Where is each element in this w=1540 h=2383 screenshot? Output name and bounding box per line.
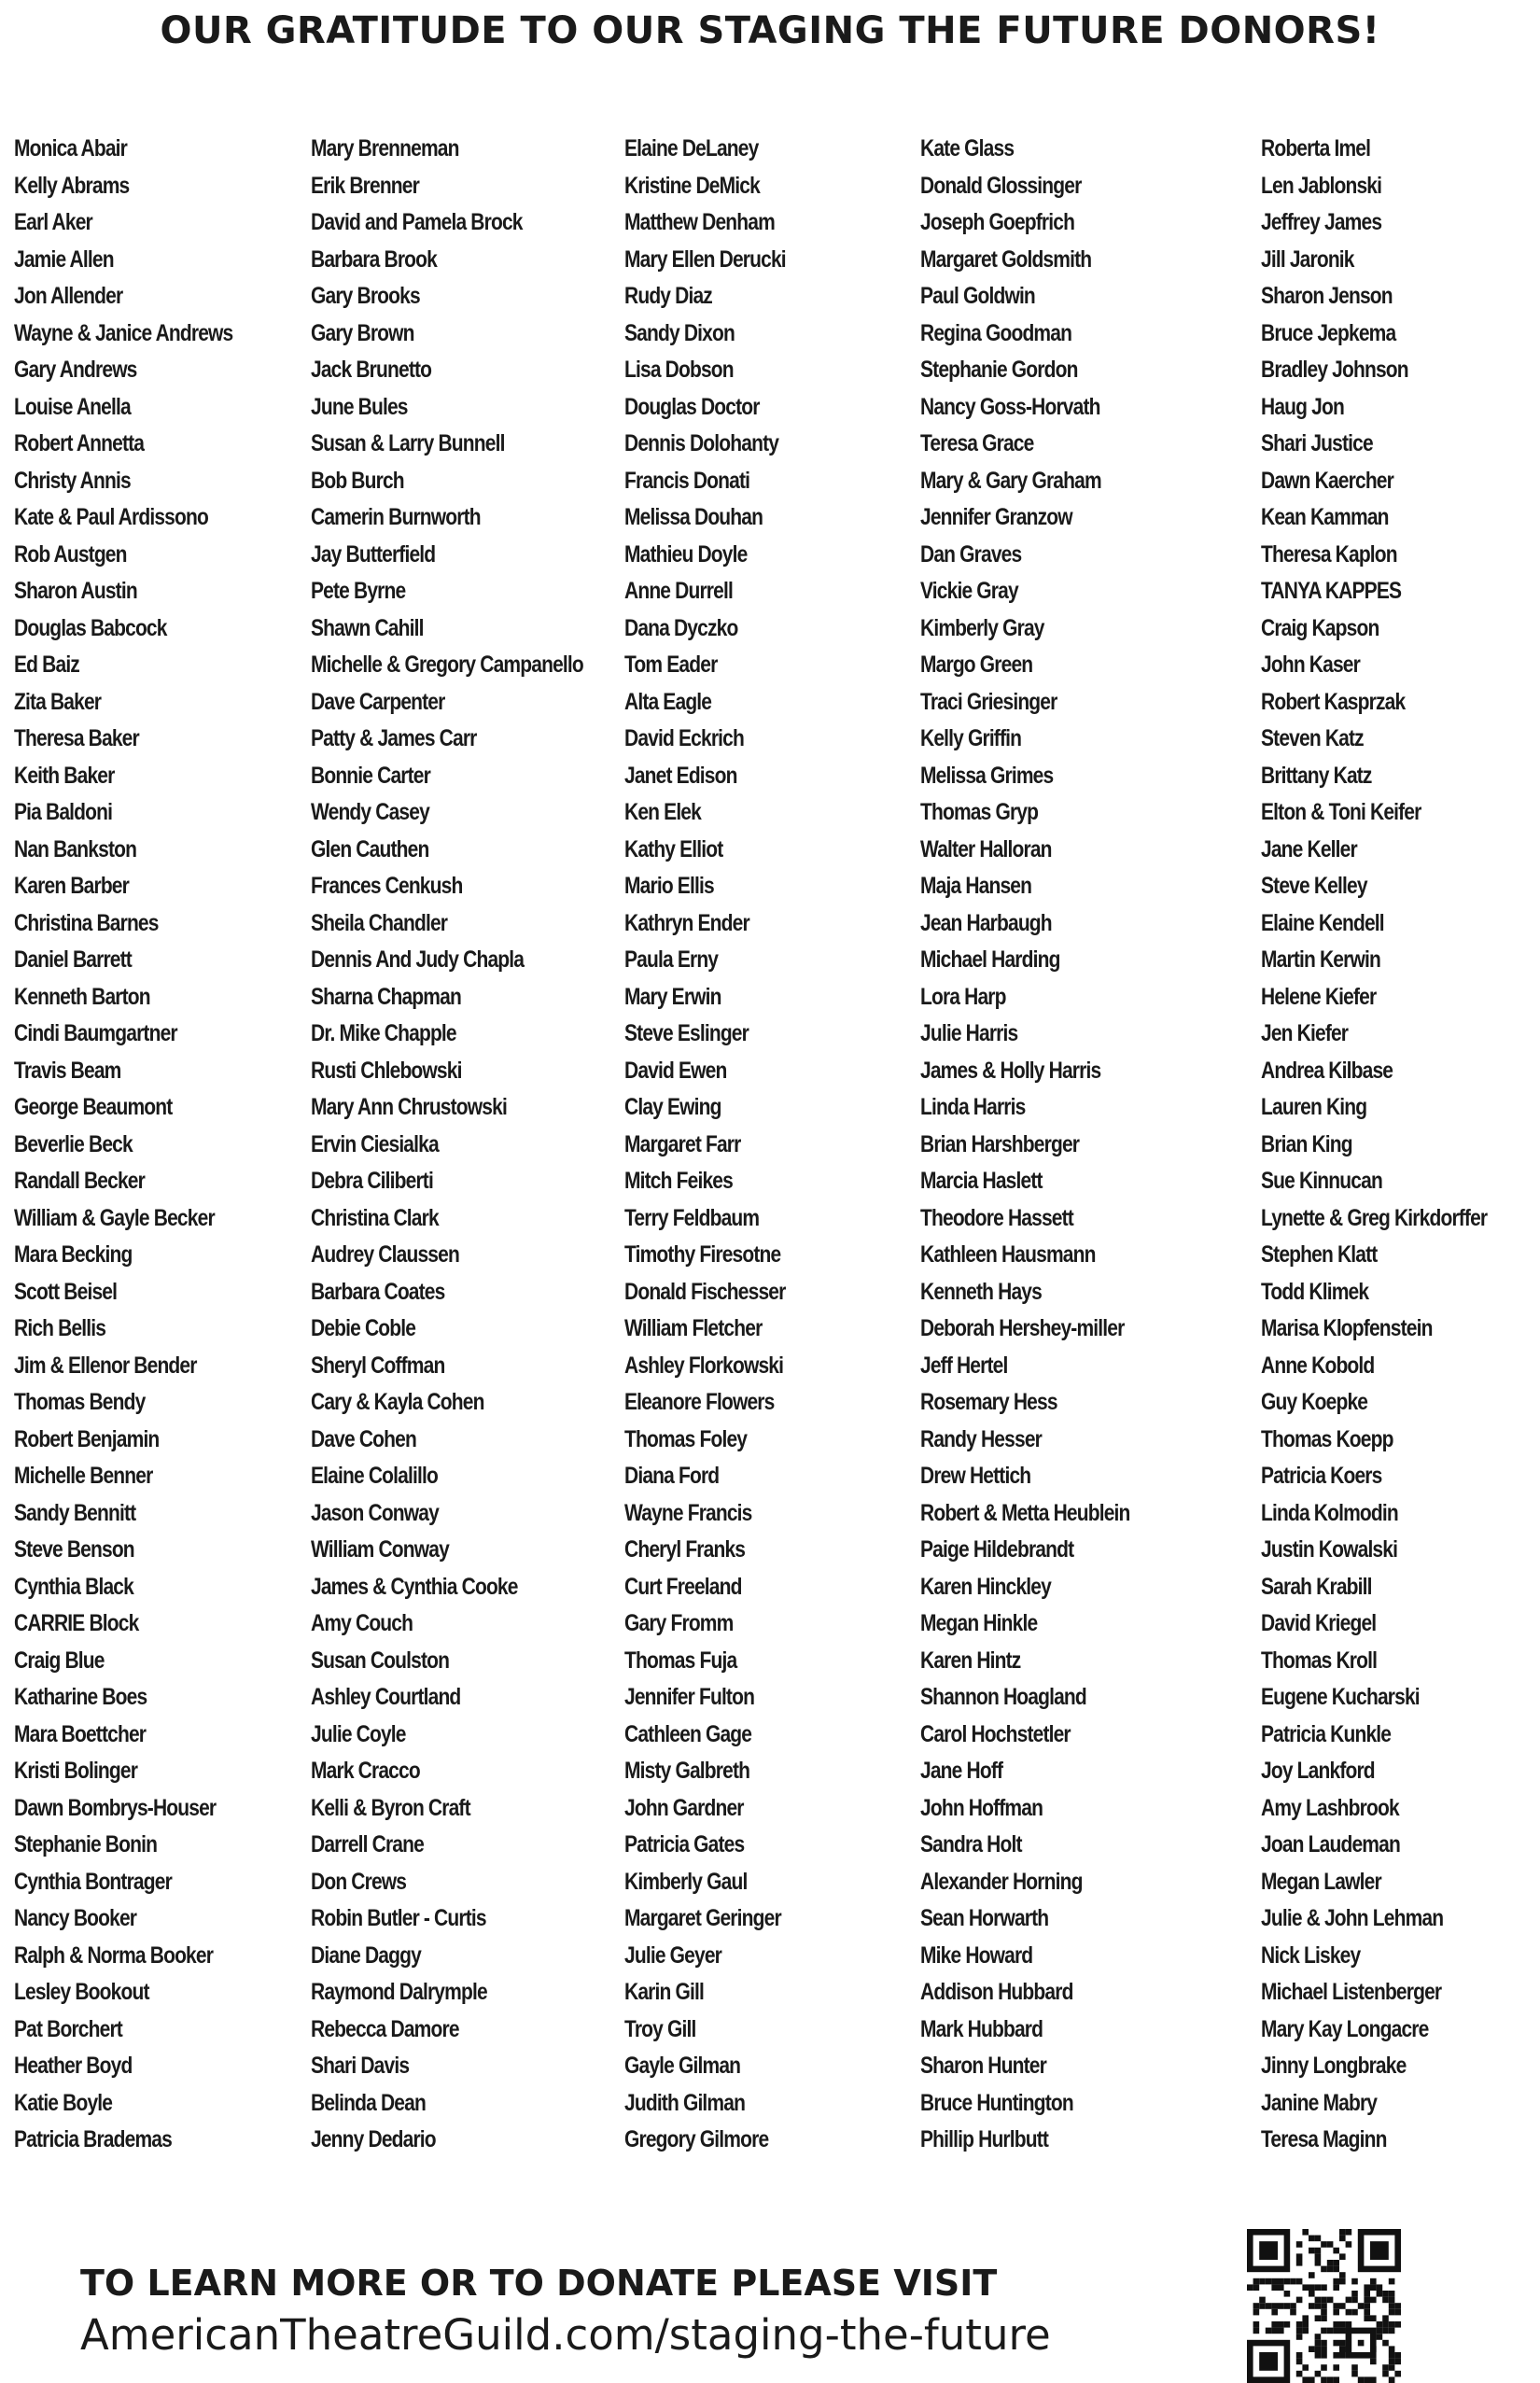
donor-name: Anne Durrell — [624, 578, 733, 604]
donor-name: Jeff Hertel — [920, 1352, 1008, 1379]
donor-name: Mary Ellen Derucki — [624, 245, 786, 273]
donor-name: John Kaser — [1261, 652, 1360, 678]
donor-name: David Ewen — [624, 1057, 727, 1084]
donor-name: Donald Glossinger — [920, 172, 1082, 199]
donor-name: Drew Hettich — [920, 1463, 1031, 1489]
donor-name: Kate Glass — [920, 135, 1015, 161]
donor-name: Michelle & Gregory Campanello — [311, 652, 583, 678]
donor-name: Cheryl Franks — [624, 1536, 746, 1563]
donor-name: Bonnie Carter — [311, 762, 430, 789]
donor-name: Thomas Koepp — [1261, 1425, 1393, 1452]
donor-name: Amy Couch — [311, 1610, 413, 1636]
donor-name: Margaret Goldsmith — [920, 245, 1092, 273]
donor-name: Paul Goldwin — [920, 283, 1035, 309]
donor-name: Patricia Brademas — [14, 2126, 172, 2152]
donor-name: Walter Halloran — [920, 835, 1052, 862]
donor-name: Jill Jaronik — [1261, 245, 1354, 273]
donor-name: Christy Annis — [14, 467, 131, 494]
donor-name: Francis Donati — [624, 467, 750, 494]
donor-name: Jason Conway — [311, 1499, 439, 1526]
donor-name: Jay Butterfield — [311, 540, 436, 568]
donor-name: Lesley Bookout — [14, 1979, 149, 2005]
donor-name: Dr. Mike Chapple — [311, 1020, 456, 1046]
donor-name: Mary Erwin — [624, 983, 721, 1010]
donor-name: Donald Fischesser — [624, 1278, 786, 1305]
donor-name: Mario Ellis — [624, 873, 714, 899]
donor-name: Kean Kamman — [1261, 504, 1389, 530]
donor-name: Todd Klimek — [1261, 1278, 1369, 1305]
donor-name: Sheryl Coffman — [311, 1352, 445, 1379]
donor-name: Julie & John Lehman — [1261, 1905, 1444, 1931]
donor-name: Belinda Dean — [311, 2089, 426, 2116]
donate-url-link[interactable]: AmericanTheatreGuild.com/staging-the-future — [80, 2310, 1051, 2360]
donor-name: Alta Eagle — [624, 688, 712, 715]
donor-name: Kate & Paul Ardissono — [14, 504, 208, 530]
donor-name: Terry Feldbaum — [624, 1204, 760, 1231]
donor-name: Maja Hansen — [920, 873, 1032, 899]
donor-name: Megan Hinkle — [920, 1610, 1038, 1636]
donor-name: Bradley Johnson — [1261, 357, 1408, 383]
donor-name: Lisa Dobson — [624, 357, 734, 383]
donor-name: Pia Baldoni — [14, 799, 113, 825]
donor-name: Craig Kapson — [1261, 614, 1379, 641]
donor-name: Amy Lashbrook — [1261, 1794, 1399, 1821]
donor-name: Matthew Denham — [624, 209, 775, 235]
donor-name: William Fletcher — [624, 1315, 763, 1341]
donor-name: Christina Clark — [311, 1204, 439, 1231]
donor-name: Joan Laudeman — [1261, 1831, 1400, 1857]
donor-name: Keith Baker — [14, 762, 115, 789]
donor-name: Nick Liskey — [1261, 1941, 1361, 1969]
donor-name: Eleanore Flowers — [624, 1389, 775, 1415]
donor-name: Mara Boettcher — [14, 1720, 147, 1747]
donor-name: David Eckrich — [624, 725, 744, 751]
donor-column-3 — [624, 131, 786, 2159]
donor-name: Barbara Coates — [311, 1278, 445, 1305]
donor-name: Clay Ewing — [624, 1094, 721, 1120]
donor-name: Randall Becker — [14, 1168, 145, 1194]
donor-name: Jamie Allen — [14, 245, 114, 273]
donor-name: Christina Barnes — [14, 909, 159, 936]
donor-name: Julie Geyer — [624, 1941, 722, 1969]
donor-name: Lora Harp — [920, 983, 1006, 1010]
donor-name: Thomas Gryp — [920, 799, 1039, 825]
donor-name: Ashley Courtland — [311, 1684, 461, 1710]
qr-code-icon[interactable] — [1247, 2229, 1401, 2383]
donor-name: Mary Brenneman — [311, 135, 459, 161]
donor-name: Dana Dyczko — [624, 614, 738, 641]
donor-name: Glen Cauthen — [311, 835, 429, 862]
donor-name: Traci Griesinger — [920, 688, 1057, 715]
donor-name: John Gardner — [624, 1794, 744, 1821]
donor-name: Megan Lawler — [1261, 1868, 1381, 1895]
donor-name: Marisa Klopfenstein — [1261, 1315, 1433, 1341]
donor-name: Thomas Foley — [624, 1425, 748, 1452]
donor-name: Thomas Fuja — [624, 1647, 737, 1674]
donor-name: Thomas Bendy — [14, 1389, 146, 1415]
donor-name: Tom Eader — [624, 652, 718, 678]
donor-name: James & Cynthia Cooke — [311, 1573, 518, 1600]
donor-name: Teresa Grace — [920, 430, 1034, 456]
donor-name: Addison Hubbard — [920, 1979, 1073, 2005]
donor-name: Regina Goodman — [920, 319, 1072, 346]
donor-name: Jim & Ellenor Bender — [14, 1352, 197, 1379]
donor-name: Patty & James Carr — [311, 725, 477, 751]
donor-name: William Conway — [311, 1536, 449, 1563]
donor-name: Janine Mabry — [1261, 2089, 1378, 2116]
donor-name: Shawn Cahill — [311, 614, 424, 641]
donor-name: CARRIE Block — [14, 1610, 139, 1636]
donor-name: Ervin Ciesialka — [311, 1130, 439, 1157]
donor-name: Joseph Goepfrich — [920, 209, 1075, 235]
donor-name: Mark Hubbard — [920, 2015, 1043, 2042]
donor-name: Cary & Kayla Cohen — [311, 1389, 484, 1415]
page-title: OUR GRATITUDE TO OUR STAGING THE FUTURE DONORS! — [160, 9, 1380, 52]
donor-name: Douglas Doctor — [624, 393, 760, 420]
donor-name: Beverlie Beck — [14, 1130, 133, 1157]
donor-name: Ralph & Norma Booker — [14, 1941, 214, 1969]
donor-name: Lauren King — [1261, 1094, 1367, 1120]
donor-name: Kimberly Gray — [920, 614, 1044, 641]
donor-name: Alexander Horning — [920, 1868, 1083, 1895]
donor-name: Janet Edison — [624, 762, 737, 789]
donor-name: Teresa Maginn — [1261, 2126, 1387, 2152]
donor-name: Karen Hinckley — [920, 1573, 1051, 1600]
donor-column-4 — [920, 131, 1130, 2159]
donor-name: Robert Annetta — [14, 430, 145, 456]
donor-column-5 — [1261, 131, 1487, 2159]
donor-name: Jennifer Fulton — [624, 1684, 755, 1710]
donor-name: Dave Carpenter — [311, 688, 445, 715]
donor-name: Helene Kiefer — [1261, 983, 1377, 1010]
donor-name: Justin Kowalski — [1261, 1536, 1398, 1563]
donor-name: Debra Ciliberti — [311, 1168, 433, 1194]
donor-name: David Kriegel — [1261, 1610, 1377, 1636]
donate-call-to-action: TO LEARN MORE OR TO DONATE PLEASE VISIT — [80, 2263, 998, 2304]
donor-name: Jon Allender — [14, 283, 123, 309]
donor-name: Ken Elek — [624, 799, 701, 825]
donor-name: Guy Koepke — [1261, 1389, 1368, 1415]
donor-name: Nancy Goss-Horvath — [920, 393, 1100, 420]
donor-name: Troy Gill — [624, 2015, 696, 2042]
donor-name: Ed Baiz — [14, 652, 79, 678]
donor-name: Kenneth Hays — [920, 1278, 1042, 1305]
donor-name: Eugene Kucharski — [1261, 1684, 1420, 1710]
donor-name: Elaine Kendell — [1261, 909, 1384, 936]
donor-name: Debie Coble — [311, 1315, 416, 1341]
donor-name: Frances Cenkush — [311, 873, 463, 899]
donor-name: Mark Cracco — [311, 1758, 420, 1784]
donor-name: Brian King — [1261, 1130, 1352, 1157]
donor-name: Cynthia Black — [14, 1573, 133, 1600]
donor-name: Steven Katz — [1261, 725, 1364, 751]
donor-name: George Beaumont — [14, 1094, 173, 1120]
donor-name: Kathryn Ender — [624, 909, 749, 936]
donor-name: Stephen Klatt — [1261, 1241, 1378, 1268]
donor-name: Sue Kinnucan — [1261, 1168, 1382, 1194]
donor-column-1 — [14, 131, 232, 2159]
donor-name: Sharon Austin — [14, 578, 137, 604]
donor-name: Zita Baker — [14, 688, 102, 715]
donor-name: Bob Burch — [311, 467, 404, 494]
donor-name: Curt Freeland — [624, 1573, 742, 1600]
donor-name: Brittany Katz — [1261, 762, 1372, 789]
donor-name: Sharon Jenson — [1261, 283, 1393, 309]
donor-name: Rusti Chlebowski — [311, 1057, 462, 1084]
donor-name: Wendy Casey — [311, 799, 429, 825]
donor-name: Kathy Elliot — [624, 835, 723, 862]
donor-name: Bruce Huntington — [920, 2089, 1073, 2116]
donor-name: Shari Justice — [1261, 430, 1373, 456]
donor-name: Timothy Firesotne — [624, 1241, 781, 1268]
donor-name: Monica Abair — [14, 135, 127, 161]
donor-name: Scott Beisel — [14, 1278, 118, 1305]
donor-name: Patricia Gates — [624, 1831, 745, 1857]
donor-name: Margaret Farr — [624, 1130, 741, 1157]
donor-name: Michael Harding — [920, 946, 1060, 973]
donor-name: Don Crews — [311, 1868, 407, 1895]
donor-name: Elaine Colalillo — [311, 1463, 438, 1489]
donor-name: Randy Hesser — [920, 1425, 1042, 1452]
donor-name: Raymond Dalrymple — [311, 1979, 487, 2005]
donor-name: Wayne Francis — [624, 1499, 752, 1526]
donor-name: Rich Bellis — [14, 1315, 106, 1341]
donor-name: Kathleen Hausmann — [920, 1241, 1096, 1268]
donor-name: Jean Harbaugh — [920, 909, 1052, 936]
donor-name: Nan Bankston — [14, 835, 137, 862]
donor-name: Paige Hildebrandt — [920, 1536, 1074, 1563]
donor-name: Julie Harris — [920, 1020, 1018, 1046]
donor-name: Theresa Kaplon — [1261, 540, 1397, 568]
donor-name: Stephanie Gordon — [920, 357, 1078, 383]
donor-name: June Bules — [311, 393, 408, 420]
donor-name: Cathleen Gage — [624, 1720, 752, 1747]
donor-name: Cindi Baumgartner — [14, 1020, 177, 1046]
donor-name: Dawn Kaercher — [1261, 467, 1393, 494]
donor-name: Sandra Holt — [920, 1831, 1022, 1857]
donor-name: Linda Harris — [920, 1094, 1026, 1120]
donor-name: Jen Kiefer — [1261, 1020, 1349, 1046]
donor-name: Cynthia Bontrager — [14, 1868, 172, 1895]
donor-name: Dennis And Judy Chapla — [311, 946, 525, 973]
donor-name: Mathieu Doyle — [624, 540, 748, 568]
donor-name: Jeffrey James — [1261, 209, 1382, 235]
donor-name: Elton & Toni Keifer — [1261, 799, 1421, 825]
donor-name: Mary & Gary Graham — [920, 467, 1101, 494]
donor-name: Michelle Benner — [14, 1463, 153, 1489]
donor-name: Diana Ford — [624, 1463, 720, 1489]
donor-name: Wayne & Janice Andrews — [14, 319, 233, 346]
donor-name: James & Holly Harris — [920, 1057, 1101, 1084]
donor-name: Judith Gilman — [624, 2089, 746, 2116]
donor-name: Steve Benson — [14, 1536, 134, 1563]
donor-name: Robert Benjamin — [14, 1425, 160, 1452]
donor-name: Gayle Gilman — [624, 2053, 741, 2079]
donor-name: Pete Byrne — [311, 578, 406, 604]
donor-name: Douglas Babcock — [14, 614, 167, 641]
donor-name: Steve Kelley — [1261, 873, 1367, 899]
donor-name: Katie Boyle — [14, 2089, 113, 2116]
donor-name: Travis Beam — [14, 1057, 121, 1084]
donor-name: Haug Jon — [1261, 393, 1344, 420]
donor-name: Heather Boyd — [14, 2053, 133, 2079]
donor-name: Martin Kerwin — [1261, 946, 1380, 973]
donor-name: Jane Hoff — [920, 1758, 1003, 1784]
donor-name: Dave Cohen — [311, 1425, 416, 1452]
donor-name: Stephanie Bonin — [14, 1831, 158, 1857]
donor-name: Robert & Metta Heublein — [920, 1499, 1130, 1526]
donor-name: Kelly Griffin — [920, 725, 1022, 751]
donor-name: Rudy Diaz — [624, 283, 712, 309]
donor-name: Carol Hochstetler — [920, 1720, 1071, 1747]
donor-name: Camerin Burnworth — [311, 504, 481, 530]
donor-name: Robert Kasprzak — [1261, 688, 1406, 715]
donor-name: Misty Galbreth — [624, 1758, 750, 1784]
donor-name: Nancy Booker — [14, 1905, 137, 1931]
donor-name: Kristi Bolinger — [14, 1758, 138, 1784]
donor-name: Barbara Brook — [311, 245, 437, 273]
donor-name: Vickie Gray — [920, 578, 1018, 604]
donor-name: TANYA KAPPES — [1261, 578, 1402, 604]
donor-name: John Hoffman — [920, 1794, 1043, 1821]
donor-name: Katharine Boes — [14, 1684, 147, 1710]
donor-name: Melissa Douhan — [624, 504, 763, 530]
donor-name: Roberta Imel — [1261, 135, 1371, 161]
donor-name: Mike Howard — [920, 1941, 1033, 1969]
donor-name: Mitch Feikes — [624, 1168, 733, 1194]
donor-name: Karen Hintz — [920, 1647, 1021, 1674]
donor-name: Louise Anella — [14, 393, 131, 420]
donor-name: Robin Butler - Curtis — [311, 1905, 486, 1931]
donor-name: Gary Brooks — [311, 283, 420, 309]
donor-name: Jack Brunetto — [311, 357, 432, 383]
donor-name: Jennifer Granzow — [920, 504, 1072, 530]
donor-name: Shannon Hoagland — [920, 1684, 1086, 1710]
donor-name: Marcia Haslett — [920, 1168, 1043, 1194]
donor-name: Margaret Geringer — [624, 1905, 781, 1931]
donor-name: Dan Graves — [920, 540, 1022, 568]
donor-name: Deborah Hershey-miller — [920, 1315, 1125, 1341]
donor-name: Julie Coyle — [311, 1720, 406, 1747]
donor-name: Kristine DeMick — [624, 172, 760, 199]
donor-name: Rosemary Hess — [920, 1389, 1057, 1415]
donor-name: Pat Borchert — [14, 2015, 122, 2042]
donor-name: Patricia Koers — [1261, 1463, 1382, 1489]
donor-name: Jinny Longbrake — [1261, 2053, 1407, 2079]
donor-name: Rob Austgen — [14, 540, 127, 568]
donor-name: Mary Kay Longacre — [1261, 2015, 1429, 2042]
donor-name: Patricia Kunkle — [1261, 1720, 1392, 1747]
donor-name: Gary Andrews — [14, 357, 137, 383]
donor-name: Erik Brenner — [311, 172, 419, 199]
donor-name: Kenneth Barton — [14, 983, 150, 1010]
donor-name: Steve Eslinger — [624, 1020, 749, 1046]
donor-name: William & Gayle Becker — [14, 1204, 215, 1231]
donor-name: Michael Listenberger — [1261, 1979, 1442, 2005]
donor-name: Kelli & Byron Craft — [311, 1794, 470, 1821]
donor-column-2 — [311, 131, 583, 2159]
donor-name: Sandy Bennitt — [14, 1499, 136, 1526]
donor-name: Sheila Chandler — [311, 909, 448, 936]
donor-name: Darrell Crane — [311, 1831, 424, 1857]
donor-name: Susan Coulston — [311, 1647, 450, 1674]
donor-name: Margo Green — [920, 652, 1033, 678]
donor-name: David and Pamela Brock — [311, 209, 523, 235]
donor-name: Jenny Dedario — [311, 2126, 436, 2152]
donor-name: Diane Daggy — [311, 1941, 421, 1969]
donor-name: Gary Fromm — [624, 1610, 734, 1636]
donor-name: Karin Gill — [624, 1979, 704, 2005]
donor-name: Earl Aker — [14, 209, 92, 235]
donor-name: Gregory Gilmore — [624, 2126, 769, 2152]
donor-name: Phillip Hurlbutt — [920, 2126, 1049, 2152]
donor-name: Kelly Abrams — [14, 172, 130, 199]
donor-name: Kimberly Gaul — [624, 1868, 748, 1895]
donor-name: Melissa Grimes — [920, 762, 1054, 789]
donor-name: Dawn Bombrys-Houser — [14, 1794, 217, 1821]
donor-name: Sean Horwarth — [920, 1905, 1049, 1931]
donor-name: Audrey Claussen — [311, 1241, 459, 1268]
donor-name: Sharna Chapman — [311, 983, 461, 1010]
donor-name: Len Jablonski — [1261, 172, 1382, 199]
donor-name: Gary Brown — [311, 319, 414, 346]
donor-name: Mara Becking — [14, 1241, 133, 1268]
donor-name: Joy Lankford — [1261, 1758, 1375, 1784]
donor-name: Theodore Hassett — [920, 1204, 1073, 1231]
donor-name: Mary Ann Chrustowski — [311, 1094, 507, 1120]
donor-name: Daniel Barrett — [14, 946, 132, 973]
donor-name: Karen Barber — [14, 873, 129, 899]
donor-name: Rebecca Damore — [311, 2015, 459, 2042]
donor-name: Brian Harshberger — [920, 1130, 1080, 1157]
donor-name: Sarah Krabill — [1261, 1573, 1372, 1600]
donor-name: Elaine DeLaney — [624, 135, 759, 161]
donor-name: Jane Keller — [1261, 835, 1357, 862]
donor-name: Lynette & Greg Kirkdorffer — [1261, 1204, 1488, 1231]
donor-name: Bruce Jepkema — [1261, 319, 1396, 346]
donor-name: Sharon Hunter — [920, 2053, 1046, 2079]
donor-name: Sandy Dixon — [624, 319, 735, 346]
donor-name: Theresa Baker — [14, 725, 139, 751]
donor-name: Paula Erny — [624, 946, 719, 973]
donor-name: Dennis Dolohanty — [624, 430, 779, 456]
donor-name: Susan & Larry Bunnell — [311, 430, 505, 456]
donor-name: Thomas Kroll — [1261, 1647, 1378, 1674]
donor-name: Craig Blue — [14, 1647, 105, 1674]
donor-name: Ashley Florkowski — [624, 1352, 784, 1379]
donor-name: Andrea Kilbase — [1261, 1057, 1393, 1084]
donor-name: Linda Kolmodin — [1261, 1499, 1398, 1526]
donor-name: Anne Kobold — [1261, 1352, 1375, 1379]
donor-name: Shari Davis — [311, 2053, 410, 2079]
